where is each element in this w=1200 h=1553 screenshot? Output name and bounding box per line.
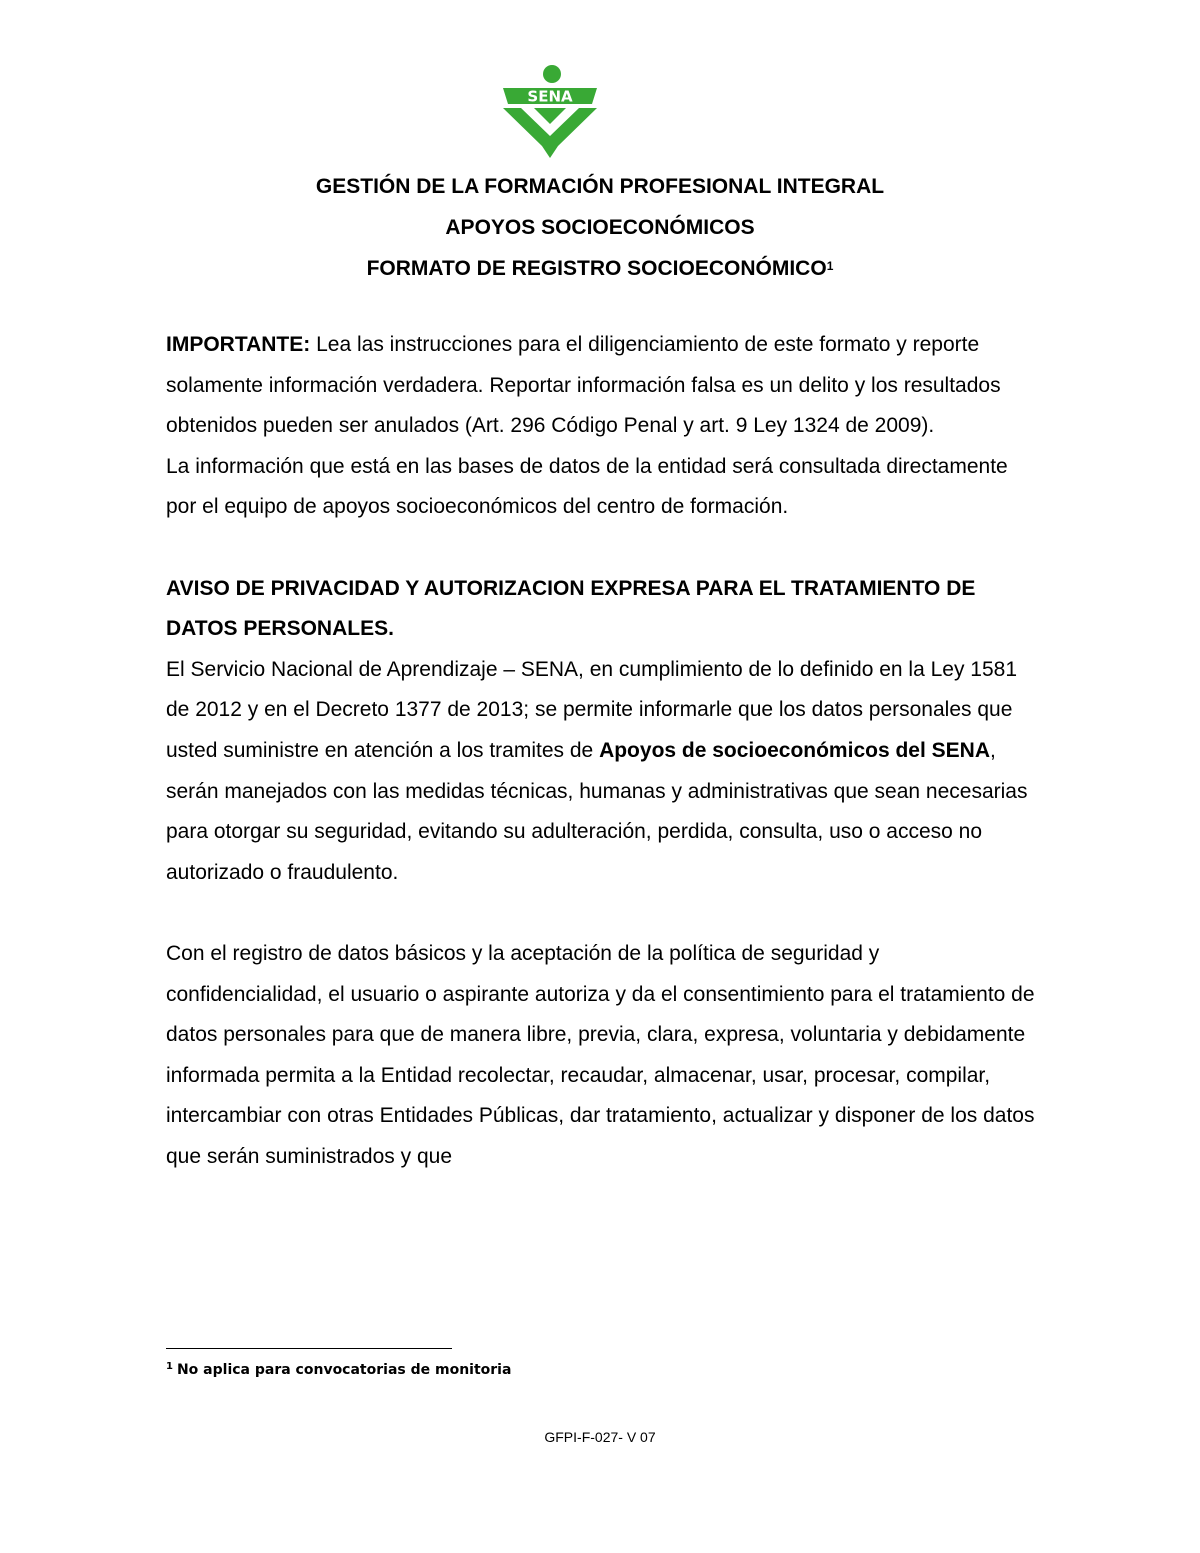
title-apoyos: APOYOS SOCIOECONÓMICOS [445, 216, 755, 239]
title-footnote-mark: 1 [826, 259, 834, 273]
document-body [166, 325, 1036, 1177]
consent-paragraph: Con el registro de datos básicos y la aceptación de la política de seguridad y confidencialidad, el usuario o aspirante autoriza y da el consentimiento para el tratamiento de datos personales para que de manera libre, previa, clara, expresa, voluntaria y debidamente informada permita a la Entidad recolectar, recaudar, almacenar, usar, procesar, compilar, intercambiar con otras Entidades Públicas, dar tratamiento, actualizar y disponer de los datos que serán suministrados y que [166, 941, 1035, 1168]
privacy-text-b: , serán manejados con las medidas técnicas, humanas y administrativas que sean necesarias para otorgar su seguridad, evitando su adulteración, perdida, consulta, uso o acceso no autorizado o fraudulento. [166, 738, 1028, 884]
title-gestion: GESTIÓN DE LA FORMACIÓN PROFESIONAL INTEGRAL [315, 175, 885, 198]
footnote-mark: 1 [166, 1361, 173, 1372]
sena-logo [500, 64, 600, 158]
database-paragraph: La información que está en las bases de datos de la entidad será consultada directamente por el equipo de apoyos socioeconómicos del centro de formación. [166, 454, 1008, 519]
footnote-separator [166, 1348, 452, 1349]
important-text: Lea las instrucciones para el diligenciamiento de este formato y reporte solamente información verdadera. Reportar información falsa es un delito y los resultados obtenidos pueden ser anulados (Art. 296 Código Penal y art. 9 Ley 1324 de 2009). [166, 333, 1001, 438]
title-formato-text: FORMATO DE REGISTRO SOCIOECONÓMICO [366, 257, 827, 280]
footnote-text: No aplica para convocatorias de monitoria [176, 1362, 512, 1378]
important-paragraph [166, 325, 1036, 447]
footnote [166, 1362, 511, 1378]
sena-logo-graphic [500, 64, 600, 158]
privacy-heading [166, 569, 1036, 650]
important-label: IMPORTANTE: [166, 333, 311, 356]
privacy-paragraph [166, 650, 1036, 894]
privacy-heading-text: AVISO DE PRIVACIDAD Y AUTORIZACION EXPRESA PARA EL TRATAMIENTO DE DATOS PERSONALES. [166, 576, 976, 641]
privacy-text-a: El Servicio Nacional de Aprendizaje – SENA, en cumplimiento de lo definido en la Ley 1581 de 2012 y en el Decreto 1377 de 2013; se permite informarle que los datos personales que usted suministre en atención a los tramites de [166, 657, 1018, 762]
privacy-text-bold: Apoyos de socioeconómicos del SENA [599, 738, 990, 762]
document-code: GFPI-F-027- V 07 [544, 1429, 656, 1445]
document-titles [0, 166, 1200, 289]
title-formato [0, 248, 1200, 289]
sena-logo-text: SENA [527, 87, 573, 106]
